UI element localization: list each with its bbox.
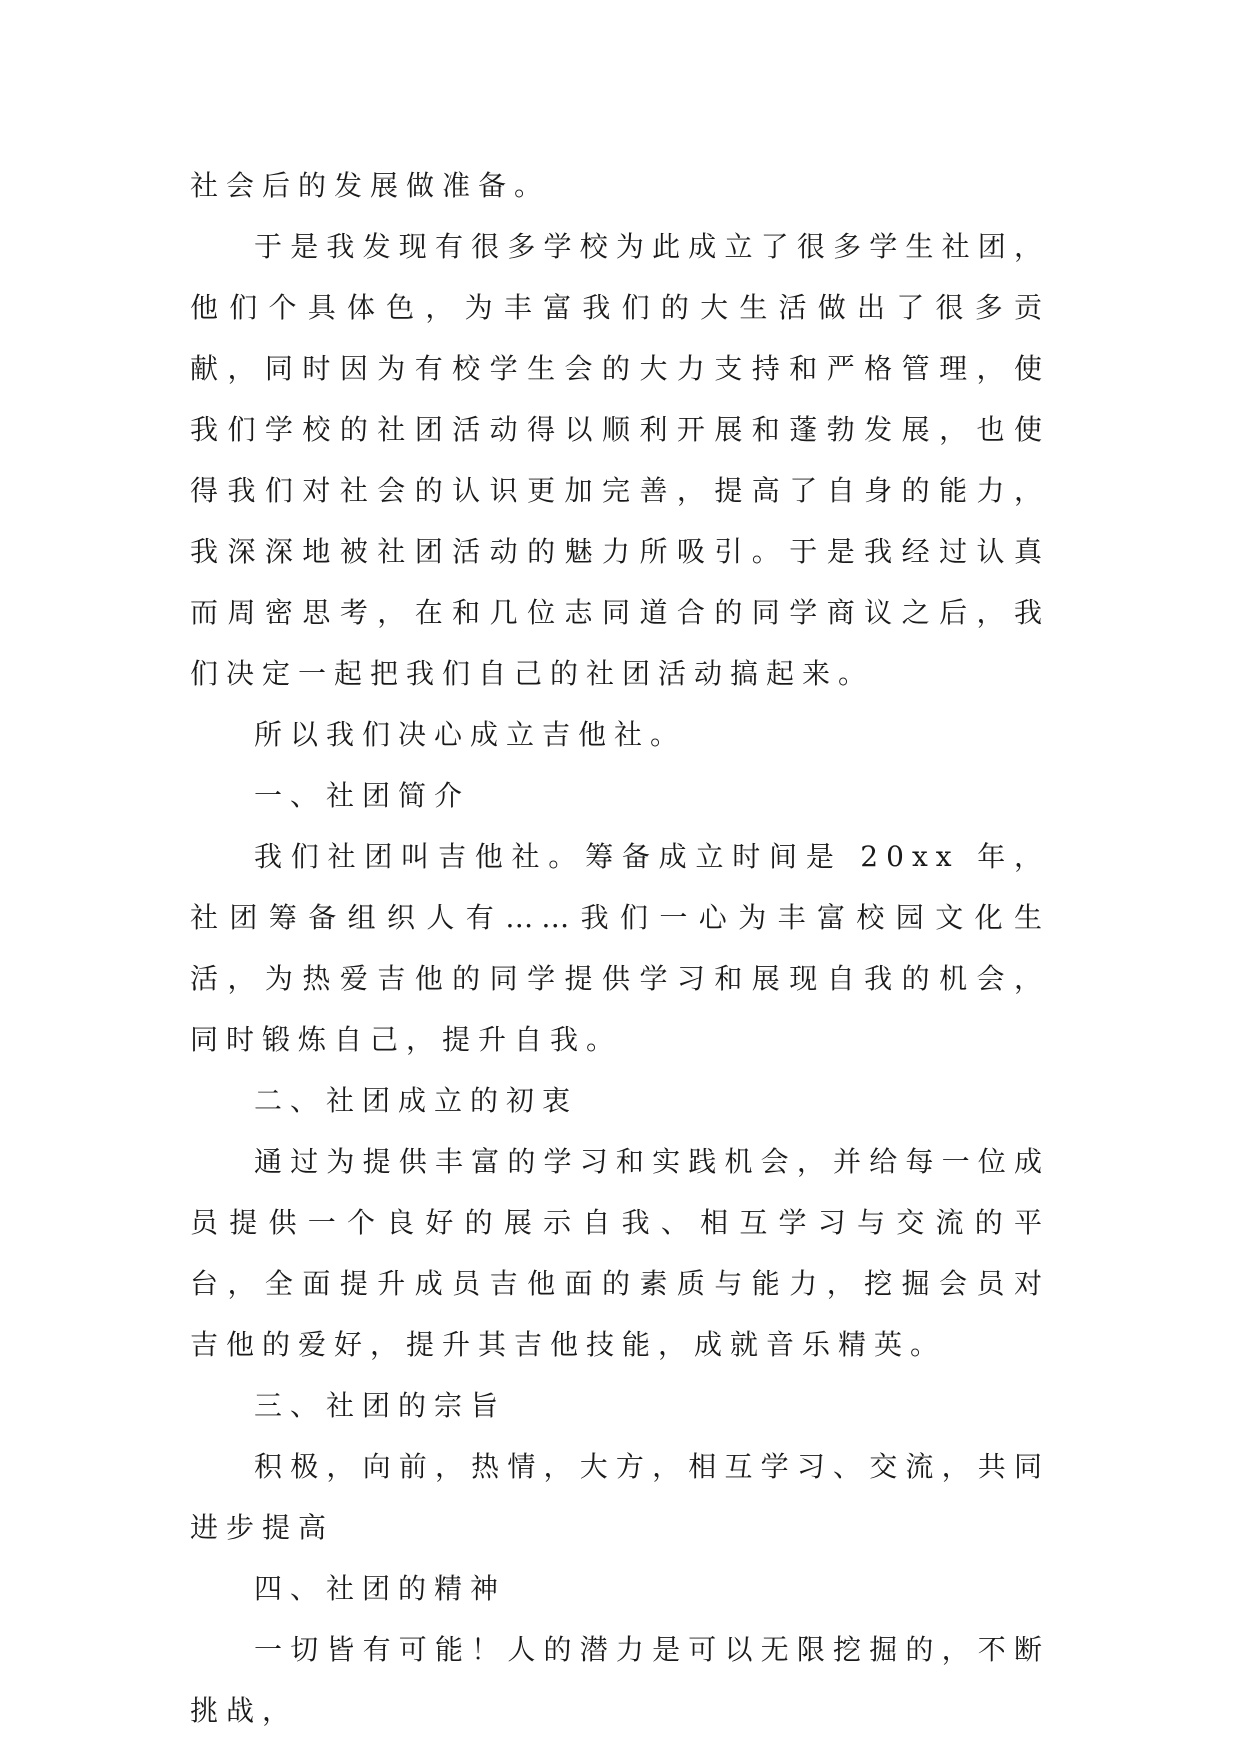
paragraph-intro: 我们社团叫吉他社。筹备成立时间是 20xx 年，社团筹备组织人有……我们一心为丰富校园文化生活，为热爱吉他的同学提供学习和展现自我的机会，同时锻炼自己，提升自我。 [190, 840, 1050, 1056]
paragraph-purpose: 通过为提供丰富的学习和实践机会，并给每一位成员提供一个良好的展示自我、相互学习与交流的平台，全面提升成员吉他面的素质与能力，挖掘会员对吉他的爱好，提升其吉他技能，成就音乐精英。 [190, 1145, 1050, 1361]
paragraph-decision: 所以我们决心成立吉他社。 [254, 718, 687, 751]
section-heading-spirit: 四、社团的精神 [254, 1572, 507, 1605]
section-heading-purpose: 二、社团成立的初衷 [254, 1084, 579, 1117]
paragraph-background: 于是我发现有很多学校为此成立了很多学生社团，他们个具体色，为丰富我们的大生活做出了很多贡献，同时因为有校学生会的大力支持和严格管理，使我们学校的社团活动得以顺利开展和蓬勃发展，也使得我们对社会的认识更加完善，提高了自身的能力，我深深地被社团活动的魅力所吸引。于是我经过认真而周密思考，在和几位志同道合的同学商议之后，我们决定一起把我们自己的社团活动搞起来。 [190, 230, 1050, 690]
section-heading-tenet: 三、社团的宗旨 [254, 1389, 507, 1422]
paragraph-continuation: 社会后的发展做准备。 [190, 169, 551, 202]
paragraph-spirit: 一切皆有可能！人的潜力是可以无限挖掘的，不断挑战， [190, 1633, 1050, 1727]
paragraph-tenet: 积极，向前，热情，大方，相互学习、交流，共同进步提高 [190, 1450, 1050, 1544]
document-body [190, 155, 1050, 1741]
section-heading-intro: 一、社团简介 [254, 779, 471, 812]
